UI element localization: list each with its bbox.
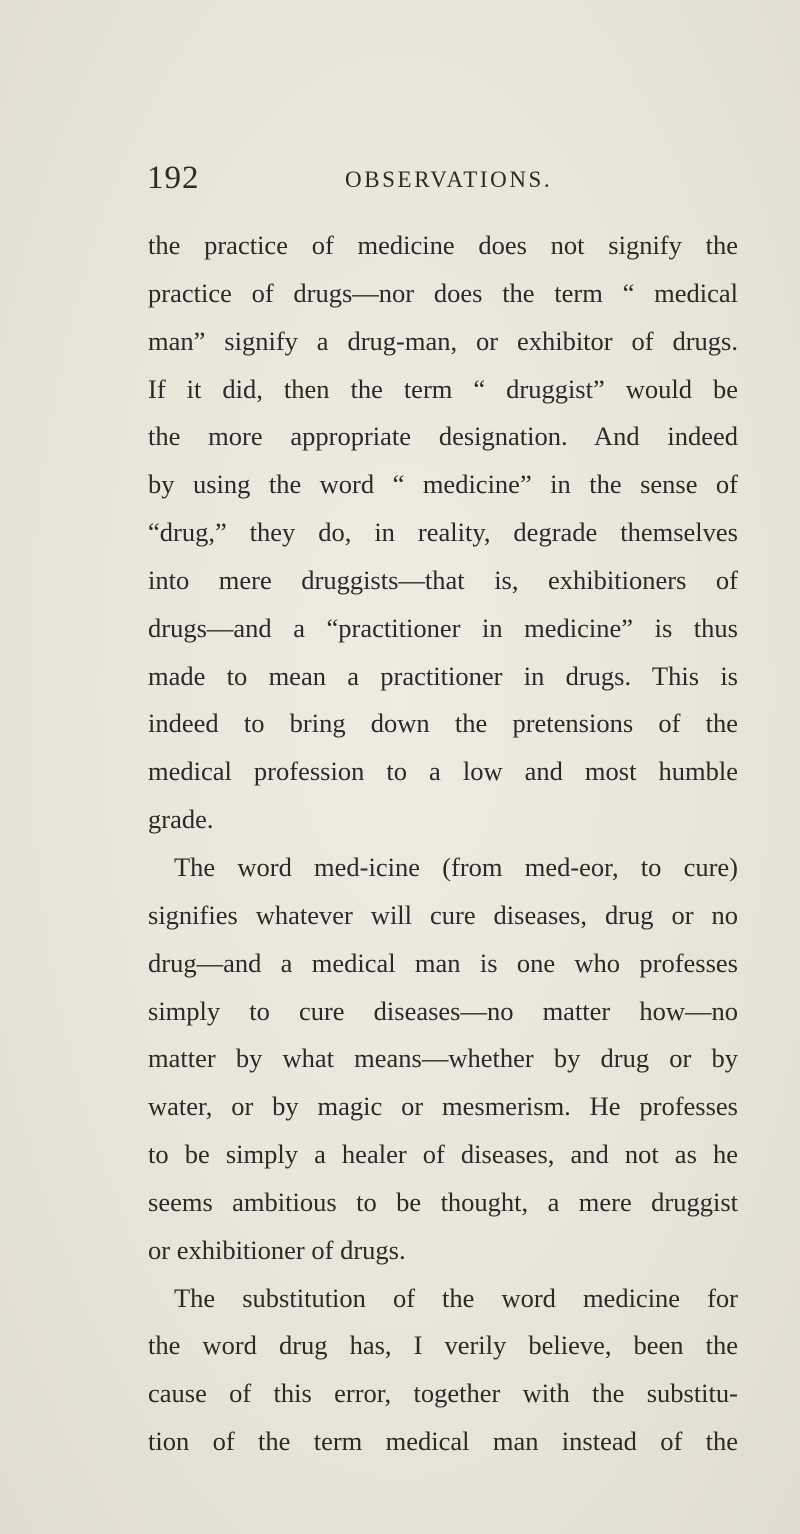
text-line: seems ambitious to be thought, a mere druggist xyxy=(148,1186,738,1217)
text-line: medical profession to a low and most humble xyxy=(148,756,738,787)
body-text xyxy=(148,222,738,1466)
running-title: OBSERVATIONS. xyxy=(345,167,553,192)
text-line: or exhibitioner of drugs. xyxy=(148,1234,406,1265)
text-line: grade. xyxy=(148,804,214,835)
page-number: 192 xyxy=(147,160,200,196)
paragraph-1 xyxy=(148,222,738,844)
running-head xyxy=(147,160,747,200)
text-line: The word med-icine (from med-eor, to cure) xyxy=(174,851,738,882)
text-line: made to mean a practitioner in drugs. This is xyxy=(148,660,738,691)
text-line: tion of the term medical man instead of the xyxy=(148,1426,738,1457)
paragraph-3 xyxy=(148,1275,738,1466)
text-line: simply to cure diseases—no matter how—no xyxy=(148,995,738,1026)
paragraph-2 xyxy=(148,844,738,1275)
text-line: cause of this error, together with the substitu- xyxy=(148,1378,738,1409)
text-line: man” signify a drug-man, or exhibitor of drugs. xyxy=(148,325,738,356)
text-line: water, or by magic or mesmerism. He professes xyxy=(148,1091,738,1122)
text-line: into mere druggists—that is, exhibitioners of xyxy=(148,564,738,595)
text-line: practice of drugs—nor does the term “ medical xyxy=(148,277,738,308)
text-line: the practice of medicine does not signify the xyxy=(148,230,738,260)
text-line: the more appropriate designation. And indeed xyxy=(148,421,738,452)
text-line: signifies whatever will cure diseases, drug or no xyxy=(148,899,738,930)
text-line: to be simply a healer of diseases, and not as he xyxy=(148,1139,738,1170)
text-line: matter by what means—whether by drug or by xyxy=(148,1043,738,1074)
text-line: the word drug has, I verily believe, been the xyxy=(148,1330,738,1361)
text-line: drug—and a medical man is one who professes xyxy=(148,947,738,978)
text-line: by using the word “ medicine” in the sense of xyxy=(148,469,738,500)
text-line: If it did, then the term “ druggist” would be xyxy=(148,373,738,404)
text-line: The substitution of the word medicine for xyxy=(174,1282,738,1313)
text-line: drugs—and a “practitioner in medicine” is thus xyxy=(148,612,738,643)
text-line: “drug,” they do, in reality, degrade themselves xyxy=(148,517,738,548)
text-line: indeed to bring down the pretensions of the xyxy=(148,708,738,739)
